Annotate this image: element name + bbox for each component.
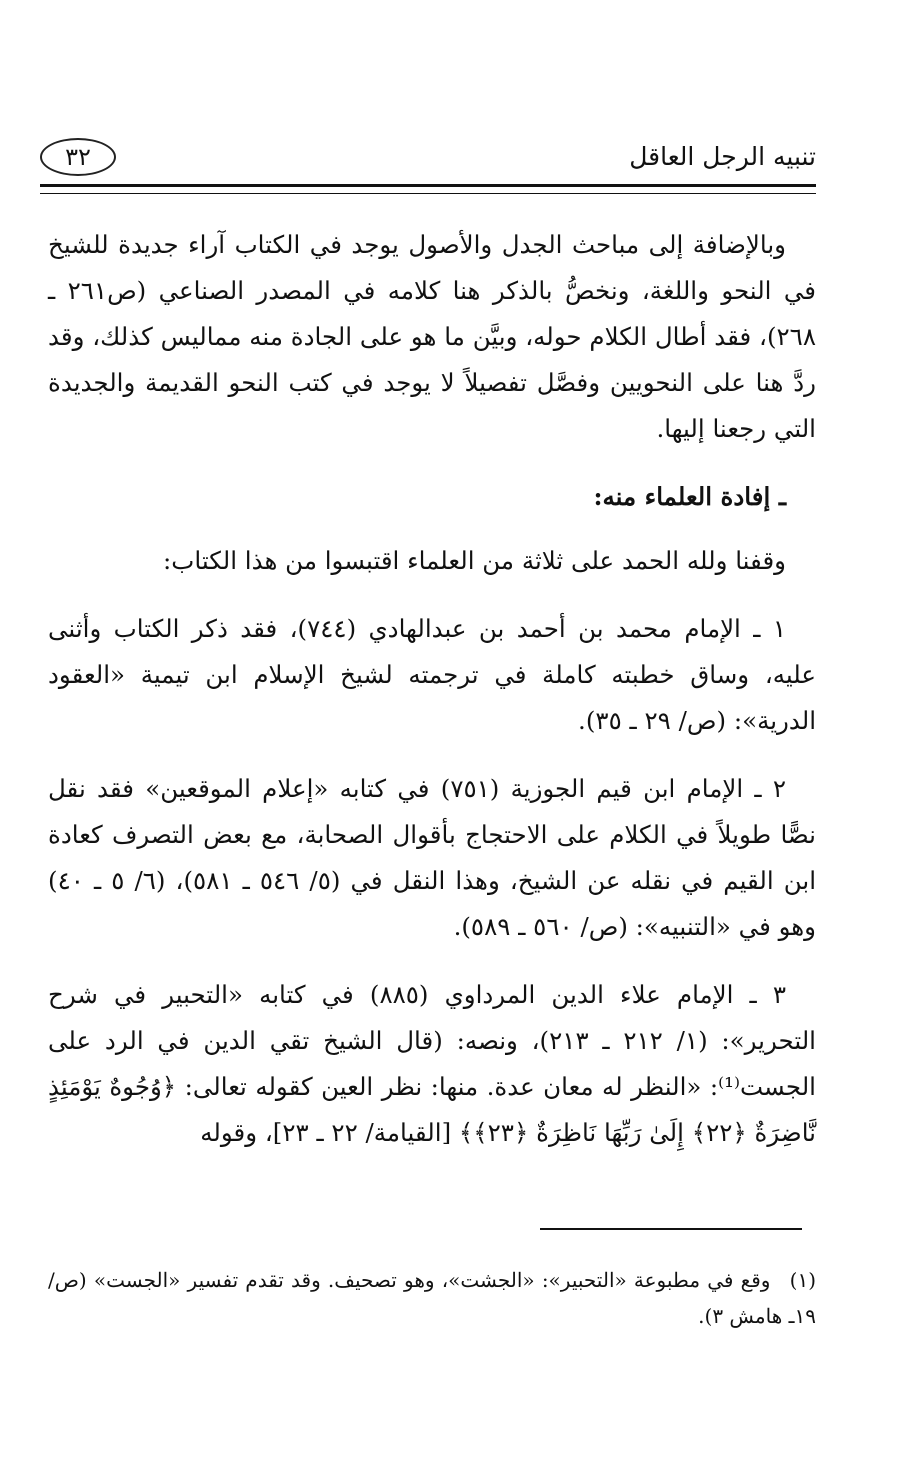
- footnote-text: وقع في مطبوعة «التحبير»: «الجشت»، وهو تصحيف. وقد تقدم تفسير «الجست» (ص/ ١٩ـ هامش ٣).: [48, 1268, 816, 1328]
- footnote-rule: [540, 1228, 802, 1230]
- list-item-3: ٣ ـ الإمام علاء الدين المرداوي (٨٨٥) في كتابه «التحبير في شرح التحرير»: (١/ ٢١٢ ـ ٢١٣)، ونصه: (قال الشيخ تقي الدين في الرد على الجست⁽¹⁾: «النظر له معان عدة. منها: نظر العين كقوله تعالى: ﴿وُجُوهٌ يَوْمَئِذٍ نَّاضِرَةٌ ﴿٢٢﴾ إِلَىٰ رَبِّهَا نَاظِرَةٌ ﴿٢٣﴾﴾ [القيامة/ ٢٢ ـ ٢٣]، وقوله: [48, 980, 816, 1147]
- footnote-marker: (١): [789, 1268, 816, 1292]
- header-rule: [40, 184, 816, 194]
- footnote: [48, 1262, 816, 1334]
- list-item-2: ٢ ـ الإمام ابن قيم الجوزية (٧٥١) في كتابه «إعلام الموقعين» فقد نقل نصًّا طويلاً في الكلام على الاحتجاج بأقوال الصحابة، مع بعض التصرف كعادة ابن القيم في نقله عن الشيخ، وهذا النقل في (٥/ ٥٤٦ ـ ٥٨١)، (٦/ ٥ ـ ٤٠) وهو في «التنبيه»: (ص/ ٥٦٠ ـ ٥٨٩).: [48, 774, 817, 941]
- page-number-badge: [40, 138, 116, 176]
- section-heading: ـ إفادة العلماء منه:: [593, 482, 786, 511]
- running-title: تنبيه الرجل العاقل: [629, 142, 816, 171]
- page-header: [40, 138, 816, 186]
- lead-in-paragraph: وقفنا ولله الحمد على ثلاثة من العلماء اقتبسوا من هذا الكتاب:: [163, 546, 786, 575]
- list-item-1: ١ ـ الإمام محمد بن أحمد بن عبدالهادي (٧٤٤)، فقد ذكر الكتاب وأثنى عليه، وساق خطبته كاملة في ترجمته لشيخ الإسلام ابن تيمية «العقود الدرية»: (ص/ ٢٩ ـ ٣٥).: [48, 614, 816, 735]
- main-text: [48, 222, 816, 1178]
- intro-paragraph: وبالإضافة إلى مباحث الجدل والأصول يوجد في الكتاب آراء جديدة للشيخ في النحو واللغة، ونخصُّ بالذكر هنا كلامه في المصدر الصناعي (ص٢٦١ ـ ٢٦٨)، فقد أطال الكلام حوله، وبيَّن ما هو على الجادة منه مماليس كذلك، وقد ردَّ هنا على النحويين وفصَّل تفصيلاً لا يوجد في كتب النحو القديمة والجديدة التي رجعنا إليها.: [48, 230, 816, 443]
- page-number: ٣٢: [65, 143, 91, 171]
